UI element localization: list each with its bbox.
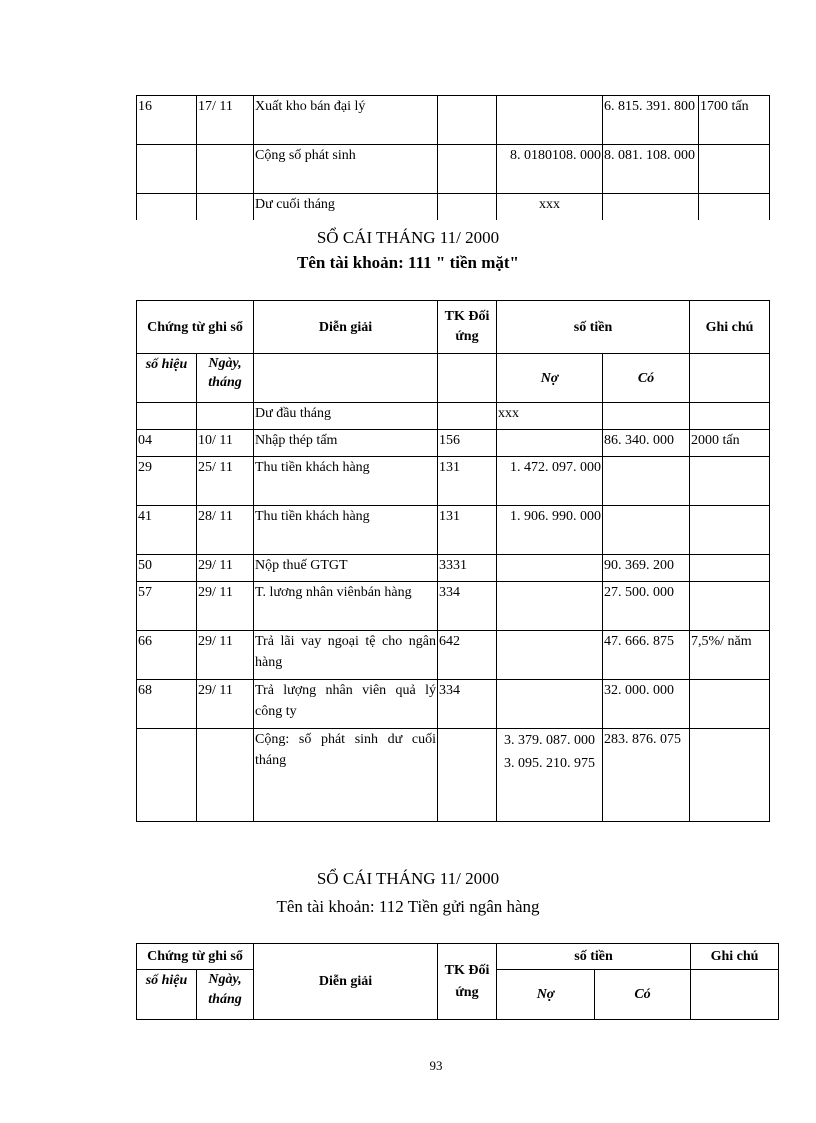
cell-so-hieu: [137, 729, 197, 822]
header-dien-giai: Diễn giải: [254, 301, 438, 354]
cell-ghi-chu: 7,5%/ năm: [690, 631, 770, 680]
table-row: [137, 582, 770, 631]
header-no: Nợ: [497, 354, 603, 403]
cell-ghi-chu: [699, 194, 770, 220]
cell-tk: 642: [438, 631, 497, 680]
cell-co: [603, 457, 690, 506]
top-ledger-table: [136, 95, 770, 220]
cell-no: [497, 631, 603, 680]
cell-no: [497, 430, 603, 457]
header-ghi-chu: Ghi chú: [691, 944, 779, 970]
cell-ngay: [197, 194, 254, 220]
cell-dien-giai: Dư cuối tháng: [254, 194, 438, 220]
header-chung-tu: Chứng từ ghi sổ: [137, 944, 254, 970]
ledger1-subtitle: Tên tài khoản: 111 " tiền mặt": [297, 253, 519, 272]
cell-ngay: 25/ 11: [197, 457, 254, 506]
cell-ngay: 28/ 11: [197, 506, 254, 555]
ledger1-table: [136, 300, 770, 822]
table-row: [137, 403, 770, 430]
cell-ghi-chu: [699, 145, 770, 194]
header-so-hieu: số hiệu: [137, 354, 197, 403]
cell-tk: [438, 194, 497, 220]
cell-tk: [438, 145, 497, 194]
header-dien-giai: Diễn giải: [254, 944, 438, 1020]
total-debit: 3. 379. 087. 000: [504, 733, 595, 748]
cell-ngay: [197, 145, 254, 194]
header-so-tien: số tiền: [497, 944, 691, 970]
table-row: [137, 145, 770, 194]
cell-ghi-chu: 2000 tấn: [690, 430, 770, 457]
table-row: [137, 194, 770, 220]
cell-ngay: 29/ 11: [197, 680, 254, 729]
table-row: [137, 96, 770, 145]
header-co: Có: [595, 970, 691, 1020]
cell-dien-giai: Thu tiền khách hàng: [254, 506, 438, 555]
header-chung-tu: Chứng từ ghi sổ: [137, 301, 254, 354]
header-blank: [254, 354, 438, 403]
cell-tk: 334: [438, 582, 497, 631]
cell-ghi-chu: [690, 403, 770, 430]
cell-co: [603, 194, 699, 220]
header-row: [137, 301, 770, 354]
cell-ngay: 29/ 11: [197, 555, 254, 582]
ledger2-table: [136, 943, 779, 1020]
cell-co: 32. 000. 000: [603, 680, 690, 729]
cell-co: 6. 815. 391. 800: [603, 96, 699, 145]
cell-ngay: [197, 403, 254, 430]
cell-so-hieu: 50: [137, 555, 197, 582]
header-blank: [691, 970, 779, 1020]
header-ghi-chu: Ghi chú: [690, 301, 770, 354]
cell-so-hieu: 66: [137, 631, 197, 680]
cell-so-hieu: 29: [137, 457, 197, 506]
table-row: [137, 631, 770, 680]
cell-no: 8. 0180108. 000: [497, 145, 603, 194]
table-row: [137, 506, 770, 555]
cell-dien-giai: Xuất kho bán đại lý: [254, 96, 438, 145]
table-row-total: [137, 729, 770, 822]
cell-dien-giai: Nộp thuế GTGT: [254, 555, 438, 582]
cell-ngay: 29/ 11: [197, 582, 254, 631]
header-row: [137, 944, 779, 970]
table-row: [137, 457, 770, 506]
table-row: [137, 430, 770, 457]
cell-ngay: 17/ 11: [197, 96, 254, 145]
cell-no: [497, 680, 603, 729]
cell-ngay: 29/ 11: [197, 631, 254, 680]
closing-balance: 3. 095. 210. 975: [504, 756, 595, 771]
cell-no: 1. 472. 097. 000: [497, 457, 603, 506]
table-row: [137, 680, 770, 729]
cell-no: [497, 582, 603, 631]
cell-dien-giai: Cộng số phát sinh: [254, 145, 438, 194]
cell-ghi-chu: [690, 680, 770, 729]
cell-co: 8. 081. 108. 000: [603, 145, 699, 194]
cell-ghi-chu: 1700 tấn: [699, 96, 770, 145]
cell-tk: 131: [438, 457, 497, 506]
cell-dien-giai: Thu tiền khách hàng: [254, 457, 438, 506]
cell-no: [497, 96, 603, 145]
cell-co: 27. 500. 000: [603, 582, 690, 631]
cell-co: [603, 403, 690, 430]
header-ngay-thang: Ngày, tháng: [197, 354, 254, 403]
cell-so-hieu: [137, 403, 197, 430]
cell-ghi-chu: [690, 506, 770, 555]
cell-tk: [438, 96, 497, 145]
cell-ghi-chu: [690, 457, 770, 506]
cell-no: 1. 906. 990. 000: [497, 506, 603, 555]
cell-co: 47. 666. 875: [603, 631, 690, 680]
cell-no: [497, 555, 603, 582]
cell-ghi-chu: [690, 555, 770, 582]
cell-tk: [438, 403, 497, 430]
header-tk-doi-ung: TK Đối ứng: [438, 301, 497, 354]
cell-no: xxx: [497, 403, 603, 430]
cell-ghi-chu: [690, 582, 770, 631]
ledger1-title: SỔ CÁI THÁNG 11/ 2000: [316, 228, 500, 247]
cell-co: 90. 369. 200: [603, 555, 690, 582]
header-no: Nợ: [497, 970, 595, 1020]
cell-tk: 131: [438, 506, 497, 555]
header-blank: [690, 354, 770, 403]
cell-dien-giai: Cộng: số phát sinh dư cuối tháng: [254, 729, 438, 822]
cell-tk: 3331: [438, 555, 497, 582]
cell-ngay: [197, 729, 254, 822]
header-ngay-thang: Ngày, tháng: [197, 970, 254, 1020]
cell-tk: [438, 729, 497, 822]
cell-so-hieu: 04: [137, 430, 197, 457]
cell-so-hieu: 57: [137, 582, 197, 631]
cell-dien-giai: Nhập thép tấm: [254, 430, 438, 457]
header-tk-doi-ung: TK Đối ứng: [438, 944, 497, 1020]
cell-ngay: 10/ 11: [197, 430, 254, 457]
cell-dien-giai: T. lương nhân viênbán hàng: [254, 582, 438, 631]
header-so-hieu: số hiệu: [137, 970, 197, 1020]
ledger2-title: SỔ CÁI THÁNG 11/ 2000: [316, 869, 500, 888]
cell-co: [603, 506, 690, 555]
page-number: 93: [429, 1058, 443, 1073]
cell-tk: 334: [438, 680, 497, 729]
cell-so-hieu: 41: [137, 506, 197, 555]
cell-co: 86. 340. 000: [603, 430, 690, 457]
header-blank: [438, 354, 497, 403]
header-co: Có: [603, 354, 690, 403]
table-row: [137, 555, 770, 582]
cell-no: [497, 729, 603, 822]
ledger2-subtitle: Tên tài khoản: 112 Tiền gửi ngân hàng: [276, 897, 540, 916]
header-so-tien: số tiền: [497, 301, 690, 354]
cell-dien-giai: Dư đầu tháng: [254, 403, 438, 430]
cell-co: 283. 876. 075: [603, 729, 690, 822]
cell-so-hieu: [137, 145, 197, 194]
cell-so-hieu: [137, 194, 197, 220]
cell-tk: 156: [438, 430, 497, 457]
cell-dien-giai: Trả lượng nhân viên quả lý công ty: [254, 680, 438, 729]
cell-dien-giai: Trả lãi vay ngoại tệ cho ngân hàng: [254, 631, 438, 680]
cell-ghi-chu: [690, 729, 770, 822]
subheader-row: [137, 354, 770, 403]
cell-no: xxx: [497, 194, 603, 220]
cell-so-hieu: 16: [137, 96, 197, 145]
cell-so-hieu: 68: [137, 680, 197, 729]
